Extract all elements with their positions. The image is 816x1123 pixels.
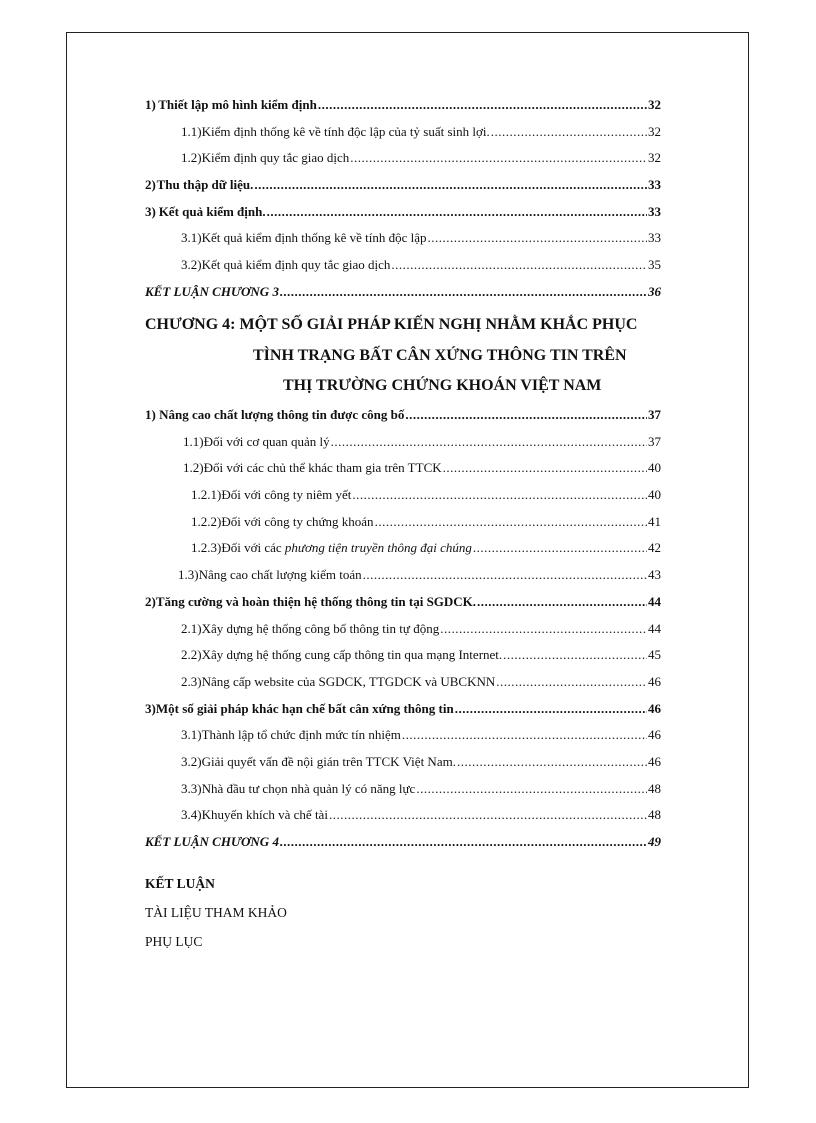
toc-leader — [405, 404, 647, 426]
toc-num: 3.1) — [181, 727, 202, 743]
toc-page: 33 — [648, 177, 661, 193]
toc-num: 3.4) — [181, 807, 202, 823]
toc-leader — [443, 457, 647, 479]
toc-page: 45 — [648, 647, 661, 663]
toc-num: 1.2.2) — [191, 513, 222, 529]
toc-title: Kết quả kiểm định quy tắc giao dịch — [201, 257, 391, 273]
toc-title: Khuyến khích và chế tài — [201, 807, 328, 823]
toc-num: 2.3) — [181, 673, 202, 689]
toc-page: 43 — [648, 567, 661, 583]
toc-leader — [496, 671, 647, 693]
toc-page: 41 — [648, 513, 661, 529]
toc-num: 1.2) — [183, 460, 204, 476]
toc-page: 48 — [648, 807, 661, 823]
toc-title: Thành lập tổ chức định mức tín nhiệm — [201, 727, 401, 743]
toc-page: 32 — [648, 97, 661, 112]
toc-page: 40 — [648, 487, 661, 503]
toc-leader — [267, 201, 647, 223]
toc-page: 36 — [648, 283, 661, 299]
toc-page: 46 — [648, 673, 661, 689]
toc-num: 3.1) — [181, 230, 202, 246]
toc-num: 2.1) — [181, 620, 202, 636]
toc-leader — [280, 831, 647, 853]
toc-leader — [428, 227, 647, 249]
toc-title: Đối với cơ quan quản lý — [203, 433, 330, 449]
toc-title-italic: phương tiện truyền thông đại chúng — [284, 540, 472, 556]
toc-row[interactable] — [145, 94, 661, 121]
toc-leader — [473, 537, 647, 559]
toc-row[interactable] — [145, 618, 661, 645]
toc-leader — [350, 147, 647, 169]
toc-title: KẾT LUẬN CHƯƠNG 4 — [145, 834, 279, 849]
toc-title: Thu thập dữ liệu. — [156, 177, 254, 193]
toc-num: 2.2) — [181, 647, 202, 663]
toc-leader — [375, 511, 647, 533]
toc-title: Đối với công ty niêm yết — [221, 487, 352, 503]
toc-page: 33 — [648, 203, 661, 219]
toc-page: 44 — [648, 620, 661, 636]
toc-num: 3.3) — [181, 780, 202, 796]
toc-title: Thiết lập mô hình kiểm định — [158, 97, 317, 112]
toc-row[interactable] — [145, 537, 661, 564]
toc-title: Xây dựng hệ thống cung cấp thông tin qua mạng Internet. — [201, 647, 503, 663]
toc-num: 3.2) — [181, 257, 202, 273]
toc-block-2 — [145, 404, 661, 858]
toc-leader — [329, 804, 647, 826]
toc-num: 1.2.3) — [191, 540, 222, 556]
toc-block-1 — [145, 94, 661, 308]
toc-title: Kiểm định quy tắc giao dịch — [201, 150, 350, 166]
toc-title: Đối với công ty chứng khoán — [221, 513, 374, 529]
toc-leader — [391, 254, 647, 276]
toc-page: 42 — [648, 540, 661, 556]
toc-row[interactable] — [145, 511, 661, 538]
toc-title: Đối với các chủ thể khác tham gia trên TTCK — [203, 460, 442, 476]
toc-page: 48 — [648, 780, 661, 796]
toc-title: Nhà đầu tư chọn nhà quản lý có năng lực — [201, 780, 416, 796]
toc-tai-lieu-tham-khao[interactable]: TÀI LIỆU THAM KHẢO — [145, 905, 287, 920]
toc-title: Xây dựng hệ thống công bố thông tin tự động — [201, 620, 440, 636]
toc-title: Kiểm định thống kê về tính độc lập của tỷ suất sinh lợi. — [201, 123, 490, 139]
toc-page: 46 — [648, 727, 661, 743]
toc-title: Nâng cao chất lượng kiểm toán — [198, 567, 362, 583]
toc-page: 49 — [648, 834, 661, 849]
chapter-4-heading-line-1: CHƯƠNG 4: MỘT SỐ GIẢI PHÁP KIẾN NGHỊ NHẰM KHẮC PHỤC — [145, 316, 638, 333]
toc-row[interactable] — [145, 831, 661, 858]
toc-title — [221, 537, 472, 559]
toc-row[interactable] — [145, 644, 661, 671]
toc-page: 44 — [648, 593, 661, 609]
toc-row[interactable] — [145, 457, 661, 484]
toc-leader — [254, 174, 647, 196]
toc-page: 32 — [648, 123, 661, 139]
toc-row[interactable] — [145, 431, 661, 458]
toc-row[interactable] — [145, 121, 661, 148]
toc-num: 1) — [145, 97, 156, 112]
toc-title: Tăng cường và hoàn thiện hệ thống thông tin tại SGDCK. — [155, 593, 477, 609]
toc-title: Giải quyết vấn đề nội gián trên TTCK Việt Nam. — [201, 753, 456, 769]
toc-page: 32 — [648, 150, 661, 166]
toc-title: KẾT LUẬN CHƯƠNG 3 — [145, 283, 279, 299]
toc-page: 46 — [648, 753, 661, 769]
toc-ket-luan[interactable]: KẾT LUẬN — [145, 876, 215, 891]
toc-title: Kết quả kiểm định thống kê về tính độc lập — [201, 230, 427, 246]
toc-num: 3) — [145, 203, 156, 219]
toc-title: Kết quả kiểm định. — [158, 203, 266, 219]
toc-row[interactable] — [145, 404, 661, 431]
chapter-4-heading-line-2: TÌNH TRẠNG BẤT CÂN XỨNG THÔNG TIN TRÊN — [253, 347, 627, 364]
toc-title-prefix: Đối với các — [221, 540, 285, 556]
toc-row[interactable] — [145, 147, 661, 174]
toc-row[interactable] — [145, 484, 661, 511]
toc-leader — [402, 724, 647, 746]
toc-page: 46 — [648, 700, 661, 716]
toc-page: 37 — [648, 407, 661, 422]
toc-row[interactable] — [145, 804, 661, 831]
toc-row[interactable] — [145, 254, 661, 281]
toc-leader — [455, 698, 647, 720]
toc-leader — [503, 644, 647, 666]
toc-num: 1.2) — [181, 150, 202, 166]
toc-num: 2) — [145, 177, 156, 193]
chapter-4-heading-line-3: THỊ TRƯỜNG CHỨNG KHOÁN VIỆT NAM — [283, 377, 602, 394]
toc-phu-luc[interactable]: PHỤ LỤC — [145, 934, 203, 949]
toc-row[interactable] — [145, 564, 661, 591]
toc-row[interactable] — [145, 281, 661, 308]
toc-row[interactable] — [145, 751, 661, 778]
toc-leader — [457, 751, 647, 773]
toc-leader — [440, 618, 647, 640]
toc-row[interactable] — [145, 174, 661, 201]
toc-row[interactable] — [145, 227, 661, 254]
toc-leader — [352, 484, 647, 506]
toc-page: 33 — [648, 230, 661, 246]
toc-leader — [318, 94, 647, 116]
toc-title: 1) Nâng cao chất lượng thông tin được công bố — [145, 407, 405, 422]
toc-page: 37 — [648, 433, 661, 449]
toc-num: 3) — [145, 700, 156, 716]
toc-row[interactable] — [145, 778, 661, 805]
toc-num: 1.1) — [183, 433, 204, 449]
toc-leader — [477, 591, 647, 613]
toc-num: 1.3) — [178, 567, 199, 583]
toc-row[interactable] — [145, 724, 661, 751]
toc-leader — [331, 431, 647, 453]
toc-row[interactable] — [145, 698, 661, 725]
toc-leader — [363, 564, 647, 586]
toc-num: 3.2) — [181, 753, 202, 769]
toc-leader — [280, 281, 647, 303]
toc-leader — [491, 121, 647, 143]
toc-row[interactable] — [145, 671, 661, 698]
toc-page: 35 — [648, 257, 661, 273]
toc-title: Một số giải pháp khác hạn chế bất cân xứng thông tin — [155, 700, 454, 716]
toc-leader — [416, 778, 647, 800]
toc-row[interactable] — [145, 201, 661, 228]
toc-title: Nâng cấp website của SGDCK, TTGDCK và UBCKNN — [201, 673, 496, 689]
toc-num: 2) — [145, 593, 156, 609]
toc-num: 1.1) — [181, 123, 202, 139]
toc-page: 40 — [648, 460, 661, 476]
toc-row[interactable] — [145, 591, 661, 618]
toc-num: 1.2.1) — [191, 487, 222, 503]
